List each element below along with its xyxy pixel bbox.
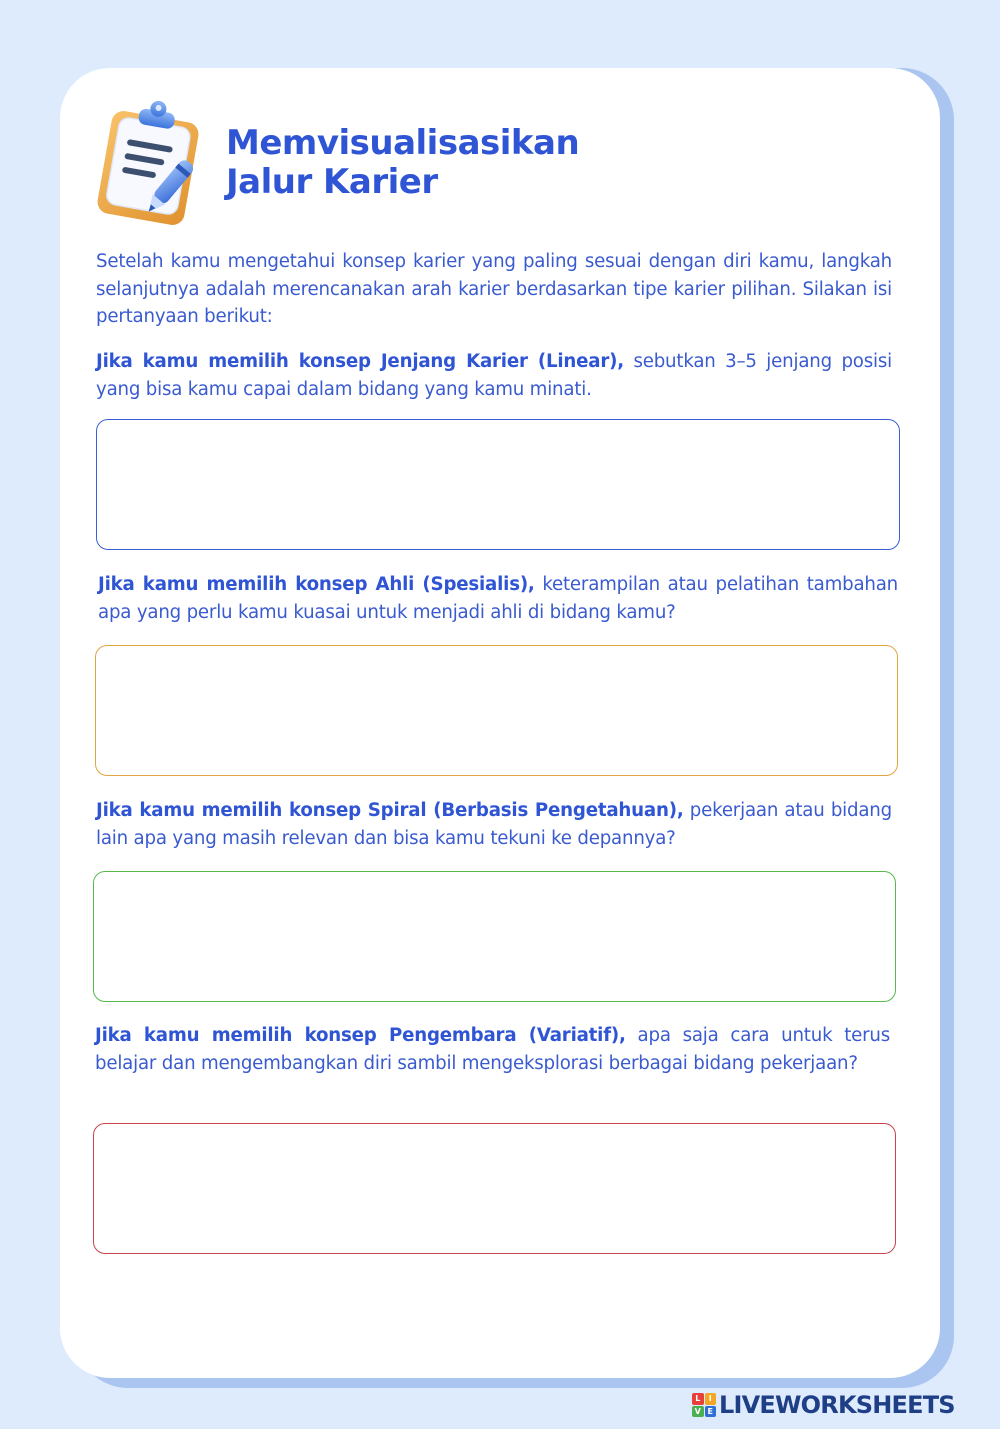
question-3-text: pekerjaan atau bidang lain apa yang masih relevan dan bisa kamu tekuni ke depannya?: [96, 800, 892, 849]
liveworksheets-logo-icon: [692, 1393, 716, 1417]
logo-letter-v: V: [692, 1406, 704, 1418]
logo-letter-i: I: [705, 1393, 717, 1405]
logo-letter-e: E: [705, 1406, 717, 1418]
question-3: [96, 797, 892, 852]
question-2: [98, 571, 898, 626]
page-title: [226, 124, 579, 202]
answer-box-4[interactable]: [93, 1123, 896, 1254]
question-2-text: keterampilan atau pelatihan tambahan apa yang perlu kamu kuasai untuk menjadi ahli di bidang kamu?: [98, 574, 898, 623]
brand-name: LIVEWORKSHEETS: [719, 1391, 955, 1419]
question-4-text: apa saja cara untuk terus belajar dan mengembangkan diri sambil mengeksplorasi berbagai bidang pekerjaan?: [95, 1025, 890, 1074]
question-4-lead: Jika kamu memilih konsep Pengembara (Variatif),: [95, 1025, 626, 1046]
clipboard-with-pen-icon: [96, 96, 206, 226]
answer-box-2[interactable]: [95, 645, 898, 776]
title-line-2: Jalur Karier: [226, 162, 438, 202]
question-1-lead: Jika kamu memilih konsep Jenjang Karier (Linear),: [96, 351, 624, 372]
answer-box-3[interactable]: [93, 871, 896, 1002]
question-2-lead: Jika kamu memilih konsep Ahli (Spesialis),: [98, 574, 535, 595]
title-line-1: Memvisualisasikan: [226, 123, 580, 163]
answer-box-1[interactable]: [96, 419, 900, 550]
liveworksheets-brand[interactable]: [692, 1390, 955, 1420]
logo-letter-l: L: [692, 1393, 704, 1405]
intro-paragraph: Setelah kamu mengetahui konsep karier yang paling sesuai dengan diri kamu, langkah selanjutnya adalah merencanakan arah karier berdasarkan tipe karier pilihan. Silakan isi pertanyaan berikut:: [96, 251, 892, 327]
question-4: [95, 1022, 890, 1077]
question-1-text: sebutkan 3–5 jenjang posisi yang bisa kamu capai dalam bidang yang kamu minati.: [96, 351, 892, 400]
question-3-lead: Jika kamu memilih konsep Spiral (Berbasis Pengetahuan),: [96, 800, 684, 821]
question-1: [96, 348, 892, 403]
